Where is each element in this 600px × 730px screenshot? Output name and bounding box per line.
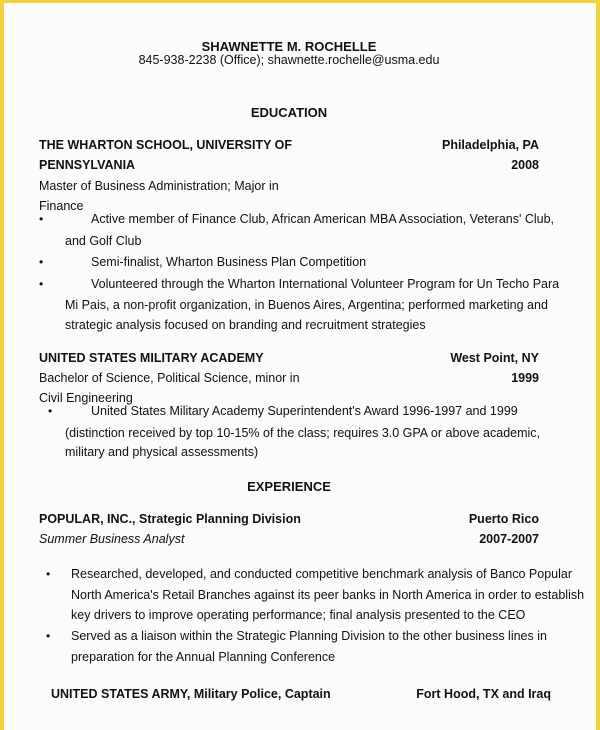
job-title: Summer Business Analyst xyxy=(39,532,185,546)
bullet-icon: • xyxy=(46,629,51,643)
list-item-cont: strategic analysis focused on branding and recruitment strategies xyxy=(65,318,426,332)
school-year: 1999 xyxy=(511,371,539,385)
list-item-cont: Mi Pais, a non-profit organization, in Buenos Aires, Argentina; performed marketing and xyxy=(65,298,548,312)
employer-location: Puerto Rico xyxy=(468,512,539,526)
resume-name: SHAWNETTE M. ROCHELLE xyxy=(201,39,377,54)
list-item: Active member of Finance Club, African American MBA Association, Veterans' Club, xyxy=(91,212,555,226)
contact-line: 845-938-2238 (Office); shawnette.rochelle@usma.edu xyxy=(138,53,440,67)
school-name-cont: PENNSYLVANIA xyxy=(39,158,136,172)
employer-name: POPULAR, INC., Strategic Planning Division xyxy=(39,512,301,526)
school-location: West Point, NY xyxy=(450,351,539,365)
degree: Bachelor of Science, Political Science, minor in xyxy=(39,371,300,385)
section-experience: EXPERIENCE xyxy=(247,479,331,494)
school-name: UNITED STATES MILITARY ACADEMY xyxy=(39,351,264,365)
school-name: THE WHARTON SCHOOL, UNIVERSITY OF xyxy=(39,138,293,152)
employer-name: UNITED STATES ARMY, Military Police, Captain xyxy=(51,687,331,701)
bullet-icon: • xyxy=(39,212,44,226)
bullet-icon: • xyxy=(48,404,53,418)
job-dates: 2007-2007 xyxy=(479,532,539,546)
list-item-cont: military and physical assessments) xyxy=(65,445,259,459)
list-item: Served as a liaison within the Strategic Planning Division to the other business lines in xyxy=(71,629,547,643)
list-item: United States Military Academy Superintendent's Award 1996-1997 and 1999 xyxy=(91,404,518,418)
list-item: Semi-finalist, Wharton Business Plan Competition xyxy=(91,255,367,269)
school-location: Philadelphia, PA xyxy=(441,138,539,152)
section-education: EDUCATION xyxy=(250,105,328,120)
bullet-icon: • xyxy=(39,277,44,291)
bullet-icon: • xyxy=(46,567,51,581)
resume-page xyxy=(4,3,596,730)
school-year: 2008 xyxy=(511,158,539,172)
list-item-cont: preparation for the Annual Planning Conference xyxy=(71,650,336,664)
list-item-cont: and Golf Club xyxy=(65,234,142,248)
degree-cont: Finance xyxy=(39,199,84,213)
list-item-cont: (distinction received by top 10-15% of the class; requires 3.0 GPA or above academic, xyxy=(65,426,541,440)
bullet-icon: • xyxy=(39,255,44,269)
list-item: Volunteered through the Wharton International Volunteer Program for Un Techo Para xyxy=(91,277,560,291)
degree-cont: Civil Engineering xyxy=(39,391,133,405)
list-item-cont: key drivers to improve operating performance; final analysis presented to the CEO xyxy=(71,608,526,622)
list-item: Researched, developed, and conducted competitive benchmark analysis of Banco Popular xyxy=(71,567,573,581)
list-item-cont: North America's Retail Branches against its peer banks in North America in order to establish xyxy=(71,588,585,602)
degree: Master of Business Administration; Major in xyxy=(39,179,279,193)
employer-location: Fort Hood, TX and Iraq xyxy=(416,687,551,701)
